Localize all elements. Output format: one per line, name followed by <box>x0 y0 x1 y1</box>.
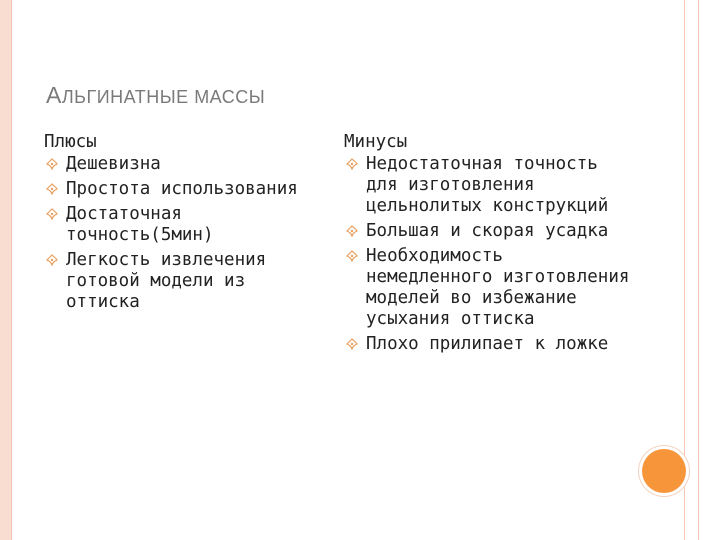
list-item <box>344 246 634 330</box>
list-item-text: Необходимость немедленного изготовления моделей во избежание усыхания оттиска <box>366 246 630 329</box>
list-item-text: Легкость извлечения готовой модели из оттиска <box>66 250 267 312</box>
list-item <box>44 179 309 200</box>
list-item <box>44 204 309 246</box>
fleuron-bullet-icon <box>46 254 58 266</box>
pros-list <box>44 154 309 313</box>
list-item <box>44 250 309 313</box>
list-item <box>44 154 309 175</box>
orange-circle-decoration <box>642 449 686 493</box>
list-item-text: Недостаточная точность для изготовления цельнолитых конструкций <box>366 154 609 216</box>
list-item-text: Плохо прилипает к ложке <box>366 334 609 354</box>
fleuron-bullet-icon <box>346 250 358 262</box>
fleuron-bullet-icon <box>346 225 358 237</box>
title-initial: А <box>46 82 62 108</box>
border-line <box>698 0 699 540</box>
list-item-text: Простота использования <box>66 179 298 199</box>
fleuron-bullet-icon <box>46 158 58 170</box>
list-item-text: Достаточная точность(5мин) <box>66 204 214 245</box>
list-item <box>344 334 634 355</box>
title-word-2: МАССЫ <box>194 87 266 107</box>
border-line <box>684 0 685 540</box>
cons-list <box>344 154 634 355</box>
pros-heading: Плюсы <box>44 132 97 152</box>
fleuron-bullet-icon <box>46 208 58 220</box>
list-item-text: Большая и скорая усадка <box>366 221 609 241</box>
title-word-1: ЛЬГИНАТНЫЕ <box>61 87 195 107</box>
cons-heading: Минусы <box>344 132 408 152</box>
slide-title <box>46 82 265 109</box>
fleuron-bullet-icon <box>46 183 58 195</box>
fleuron-bullet-icon <box>346 338 358 350</box>
list-item <box>344 221 634 242</box>
cons-column <box>344 130 634 359</box>
right-decorative-border <box>684 0 720 540</box>
list-item-text: Дешевизна <box>66 154 161 174</box>
pros-column <box>44 130 309 317</box>
list-item <box>344 154 634 217</box>
fleuron-bullet-icon <box>346 158 358 170</box>
left-decorative-border <box>0 0 12 540</box>
